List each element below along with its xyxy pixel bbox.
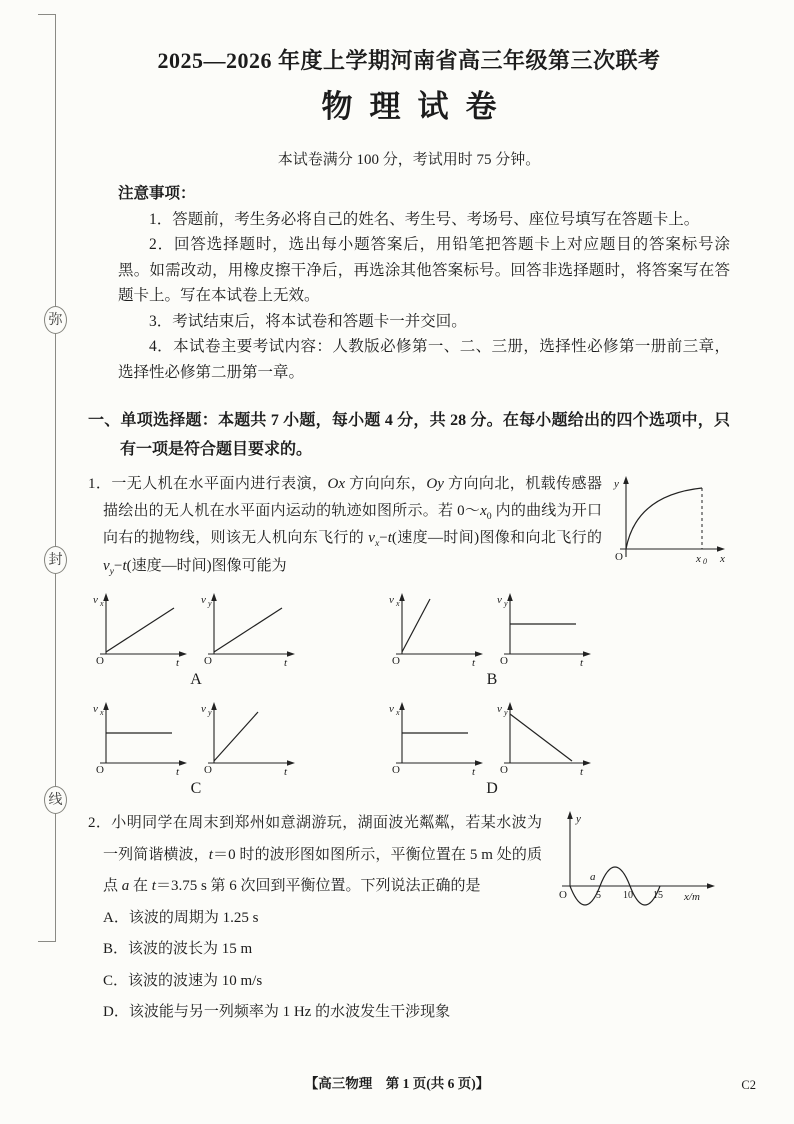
axis-label-sub: y	[504, 599, 508, 609]
option-mini-graph-vx-t	[388, 699, 488, 779]
axis-label-sub: y	[208, 708, 212, 718]
x0-sub-label: 0	[703, 556, 707, 565]
q2-option-d: D．该波能与另一列频率为 1 Hz 的水波发生干涉现象	[103, 1004, 451, 1021]
x0-label: x	[696, 552, 701, 565]
t-axis-arrow-icon	[287, 761, 295, 767]
q2-option-a: A．该波的周期为 1.25 s	[103, 909, 259, 926]
axis-label-v: v	[497, 594, 502, 607]
origin-label: O	[392, 655, 400, 668]
notice-item-4: 4．本试卷主要考试内容：人教版必修第一、二、三册，选择性必修第一册前三章，选择性必修第二册第一章。	[118, 338, 730, 381]
q2-wave-graph	[550, 808, 730, 934]
notice-title: 注意事项：	[118, 185, 196, 202]
origin-label: O	[615, 550, 623, 563]
t-axis-arrow-icon	[475, 652, 483, 658]
graph-line	[214, 608, 282, 652]
t-axis-arrow-icon	[475, 761, 483, 767]
option-mini-graph-vx-t	[92, 590, 192, 670]
exam-info: 本试卷满分 100 分，考试用时 75 分钟。	[277, 152, 541, 168]
axis-label-v: v	[389, 594, 394, 607]
origin-label: O	[500, 764, 508, 777]
section-1-heading: 一、单项选择题：本题共 7 小题，每小题 4 分，共 28 分。在每小题给出的四个选项中，只有一项是符合题目要求的。	[88, 411, 730, 459]
axis-label-v: v	[93, 594, 98, 607]
option-D	[388, 699, 596, 798]
axis-label-t: t	[580, 766, 584, 779]
axis-label-t: t	[472, 766, 476, 779]
axis-label-sub: x	[100, 599, 104, 609]
x-axis-arrow-icon	[707, 884, 715, 890]
origin-label: O	[392, 764, 400, 777]
v-axis-arrow-icon	[507, 702, 513, 710]
t-axis-arrow-icon	[583, 761, 591, 767]
binding-char-3: 线	[44, 786, 67, 814]
axis-label-t: t	[176, 657, 180, 670]
axis-label-v: v	[497, 703, 502, 716]
axis-label-t: t	[284, 766, 288, 779]
trajectory-curve	[626, 488, 702, 549]
footer-code: C2	[741, 1078, 756, 1092]
axis-label-t: t	[472, 657, 476, 670]
origin-label: O	[204, 655, 212, 668]
tick-5: 5	[596, 890, 601, 902]
page-content	[88, 44, 730, 1029]
graph-line	[214, 712, 258, 761]
binding-char-1: 弥	[44, 306, 67, 334]
q2-option-c: C．该波的波速为 10 m/s	[103, 972, 263, 989]
option-label-D: D	[486, 780, 498, 798]
binding-char-2: 封	[44, 546, 67, 574]
graph-line	[106, 608, 174, 652]
t-axis-arrow-icon	[179, 761, 187, 767]
option-mini-graph-vy-t	[200, 590, 300, 670]
t-axis-arrow-icon	[287, 652, 295, 658]
axis-label-v: v	[389, 703, 394, 716]
y-axis-label: y	[576, 813, 581, 826]
notice-item-3: 3．考试结束后，将本试卷和答题卡一并交回。	[149, 312, 467, 330]
question-1-text: y x O x 0 1．一无人机在水平面内进行表演，Ox 方向向东，Oy 方向向北，机载传感器描绘出的无人机在水平面内运动的轨迹如图所示。若 $0\sim x_0$ 内的曲线为开口向右的抛物线，则该无人机向东飞行的 $v_x-t$(速度—时间)图像和向北飞行的 $v_y-t$(速度—时间)图像可能为	[88, 471, 730, 581]
axis-label-sub: x	[396, 599, 400, 609]
axis-label-v: v	[201, 703, 206, 716]
axis-label-sub: x	[100, 708, 104, 718]
page-footer: 【高三物理 第 1 页(共 6 页)】	[304, 1076, 490, 1091]
v-axis-arrow-icon	[103, 593, 109, 601]
origin-label: O	[204, 764, 212, 777]
v-axis-arrow-icon	[103, 702, 109, 710]
option-label-A: A	[190, 671, 202, 689]
q1-trajectory-graph	[612, 473, 730, 565]
question-1	[88, 471, 730, 799]
option-A	[92, 590, 300, 689]
q1-option-graphs	[92, 590, 730, 798]
axis-label-t: t	[284, 657, 288, 670]
paper-title: 物理试卷	[321, 89, 514, 124]
y-axis-arrow-icon	[623, 476, 629, 484]
option-mini-graph-vy-t	[496, 699, 596, 779]
option-mini-graph-vy-t	[200, 699, 300, 779]
origin-label: O	[96, 655, 104, 668]
t-axis-arrow-icon	[583, 652, 591, 658]
option-B	[388, 590, 596, 689]
q2-option-b: B．该波的波长为 15 m	[103, 941, 253, 958]
graph-line	[402, 599, 430, 652]
y-axis-arrow-icon	[567, 811, 573, 819]
tick-10: 10	[623, 890, 633, 902]
y-axis-label: y	[614, 477, 619, 490]
v-axis-arrow-icon	[399, 702, 405, 710]
notice-item-1: 1．答题前，考生务必将自己的姓名、考生号、考场号、座位号填写在答题卡上。	[149, 210, 700, 228]
v-axis-arrow-icon	[211, 702, 217, 710]
notice-item-2: 2．回答选择题时，选出每小题答案后，用铅笔把答题卡上对应题目的答案标号涂黑。如需改动，用橡皮擦干净后，再选涂其他答案标号。回答非选择题时，将答案写在答题卡上。写在本试卷上无效。	[118, 236, 730, 305]
option-mini-graph-vx-t	[92, 699, 192, 779]
axis-label-v: v	[201, 594, 206, 607]
origin-label: O	[559, 889, 567, 902]
axis-label-sub: y	[208, 599, 212, 609]
origin-label: O	[96, 764, 104, 777]
option-label-C: C	[190, 780, 202, 798]
option-label-B: B	[486, 671, 498, 689]
v-axis-arrow-icon	[399, 593, 405, 601]
x-axis-label: x/m	[684, 891, 700, 904]
x-axis-label: x	[720, 552, 725, 565]
option-C	[92, 699, 300, 798]
option-mini-graph-vy-t	[496, 590, 596, 670]
v-axis-arrow-icon	[211, 593, 217, 601]
v-axis-arrow-icon	[507, 593, 513, 601]
axis-label-sub: x	[396, 708, 400, 718]
origin-label: O	[500, 655, 508, 668]
axis-label-t: t	[176, 766, 180, 779]
graph-line	[510, 714, 572, 761]
question-2-text: y x/m O a 5 10 15 2．小明同学在周末到郑州如意湖游玩，湖面波光粼粼，若某水波为一列简谐横波，t＝0 时的波形图如图所示，平衡位置在 5 m 处的质点 a 在 t＝3.75 s 第 6 次回到平衡位置。下列说法正确的是	[88, 808, 730, 903]
notice-block	[118, 181, 730, 386]
tick-15: 15	[653, 890, 663, 902]
exam-title: 2025—2026 年度上学期河南省高三年级第三次联考	[157, 48, 661, 73]
question-2	[88, 808, 730, 1029]
option-mini-graph-vx-t	[388, 590, 488, 670]
axis-label-v: v	[93, 703, 98, 716]
axis-label-t: t	[580, 657, 584, 670]
axis-label-sub: y	[504, 708, 508, 718]
point-a-label: a	[590, 871, 596, 884]
x-axis-arrow-icon	[717, 546, 725, 552]
t-axis-arrow-icon	[179, 652, 187, 658]
